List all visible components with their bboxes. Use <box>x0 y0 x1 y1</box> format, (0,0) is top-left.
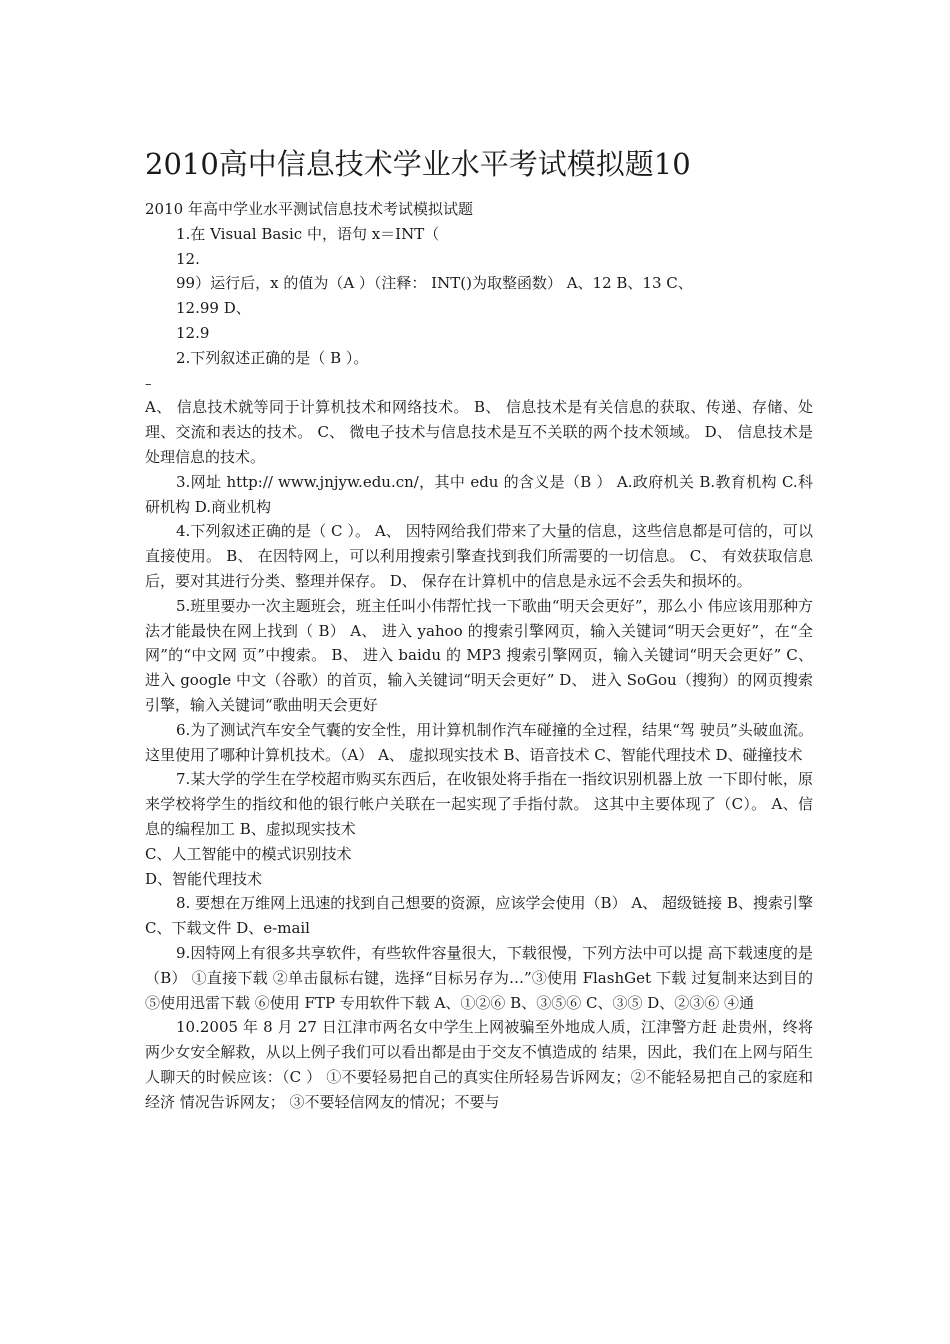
document-body <box>145 197 813 1114</box>
question-7-option-d: D、智能代理技术 <box>145 869 263 888</box>
separator-dash-text: – <box>145 376 152 392</box>
question-8: 8. 要想在万维网上迅速的找到自己想要的资源，应该学会使用（B） A、 超级链接 B、搜索引擎 C、下载文件 D、e-mail <box>145 894 813 938</box>
separator-dash <box>0 371 813 396</box>
question-10: 10.2005 年 8 月 27 日江津市两名女中学生上网被骗至外地成人质，江津警方赶 赴贵州，终将两少女安全解救，从以上例子我们可以看出都是由于交友不慎造成的 结果，因此，我们在上网与陌生人聊天的时候应该：（C ） ①不要轻易把自己的真实住所轻易告诉网友；②不能轻易把自己的家庭和经济 情况告诉网友； ③不要轻信网友的情况；不要与 <box>145 1018 813 1111</box>
question-5: 5.班里要办一次主题班会，班主任叫小伟帮忙找一下歌曲“明天会更好”，那么小 伟应该用那种方法才能最快在网上找到（ B） A、 进入 yahoo 的搜索引擎网页，输入关键词“明天会更好”，在“全网”的“中文网 页”中搜索。 B、 进入 baidu 的 MP3 搜索引擎网页，输入关键词“明天会更好” C、 进入 google 中文（谷歌）的首页，输入关键词“明天会更好” D、 进入 SoGou（搜狗）的网页搜索引擎，输入关键词“歌曲明天会更好 <box>145 596 813 714</box>
question-4: 4.下列叙述正确的是（ C ）。 A、 因特网给我们带来了大量的信息，这些信息都是可信的，可以直接使用。 B、 在因特网上，可以利用搜索引擎查找到我们所需要的一切信息。 C、 有效获取信息后，要对其进行分类、整理并保存。 D、 保存在计算机中的信息是永远不会丢失和损坏的。 <box>145 522 813 590</box>
question-1-line-2: 12. <box>176 249 200 268</box>
question-1-line-1: 1.在 Visual Basic 中，语句 x＝INT（ <box>176 224 440 243</box>
question-3: 3.网址 http:// www.jnjyw.edu.cn/，其中 edu 的含义是（B ） A.政府机关 B.教育机构 C.科研机构 D.商业机构 <box>145 472 813 516</box>
subtitle: 2010 年高中学业水平测试信息技术考试模拟试题 <box>145 200 473 218</box>
question-7: 7.某大学的学生在学校超市购买东西后，在收银处将手指在一指纹识别机器上放 一下即付帐，原来学校将学生的指纹和他的银行帐户关联在一起实现了手指付款。 这其中主要体现了（C）。 A、信息的编程加工 B、虚拟现实技术 <box>145 770 813 838</box>
question-9: 9.因特网上有很多共享软件，有些软件容量很大，下载很慢，下列方法中可以提 高下载速度的是（B） ①直接下载 ②单击鼠标右键，选择“目标另存为…”③使用 FlashGet 下载 过复制来达到目的 ⑤使用迅雷下载 ⑥使用 FTP 专用软件下载 A、①②⑥ B、③⑤⑥ C、③⑤ D、②③⑥ ④通 <box>145 943 813 1012</box>
question-1-line-4: 12.99 D、 <box>176 299 251 318</box>
question-1-line-5: 12.9 <box>176 323 210 342</box>
question-6: 6.为了测试汽车安全气囊的安全性，用计算机制作汽车碰撞的全过程，结果“驾 驶员”头破血流。这里使用了哪种计算机技术。（A） A、 虚拟现实技术 B、语音技术 C、智能代理技术 D、碰撞技术 <box>145 720 813 764</box>
question-1-line-3: 99）运行后，x 的值为（A ）（注释： INT()为取整函数） A、12 B、13 C、 <box>176 274 693 293</box>
page-title: 2010高中信息技术学业水平考试模拟题10 <box>145 147 691 181</box>
question-2: 2.下列叙述正确的是（ B ）。 <box>176 348 369 367</box>
question-7-option-c: C、人工智能中的模式识别技术 <box>145 844 352 863</box>
question-2-options: A、 信息技术就等同于计算机技术和网络技术。 B、 信息技术是有关信息的获取、传递、存储、处理、交流和表达的技术。 C、 微电子技术与信息技术是互不关联的两个技术领域。 D、 信息技术是处理信息的技术。 <box>145 398 813 466</box>
